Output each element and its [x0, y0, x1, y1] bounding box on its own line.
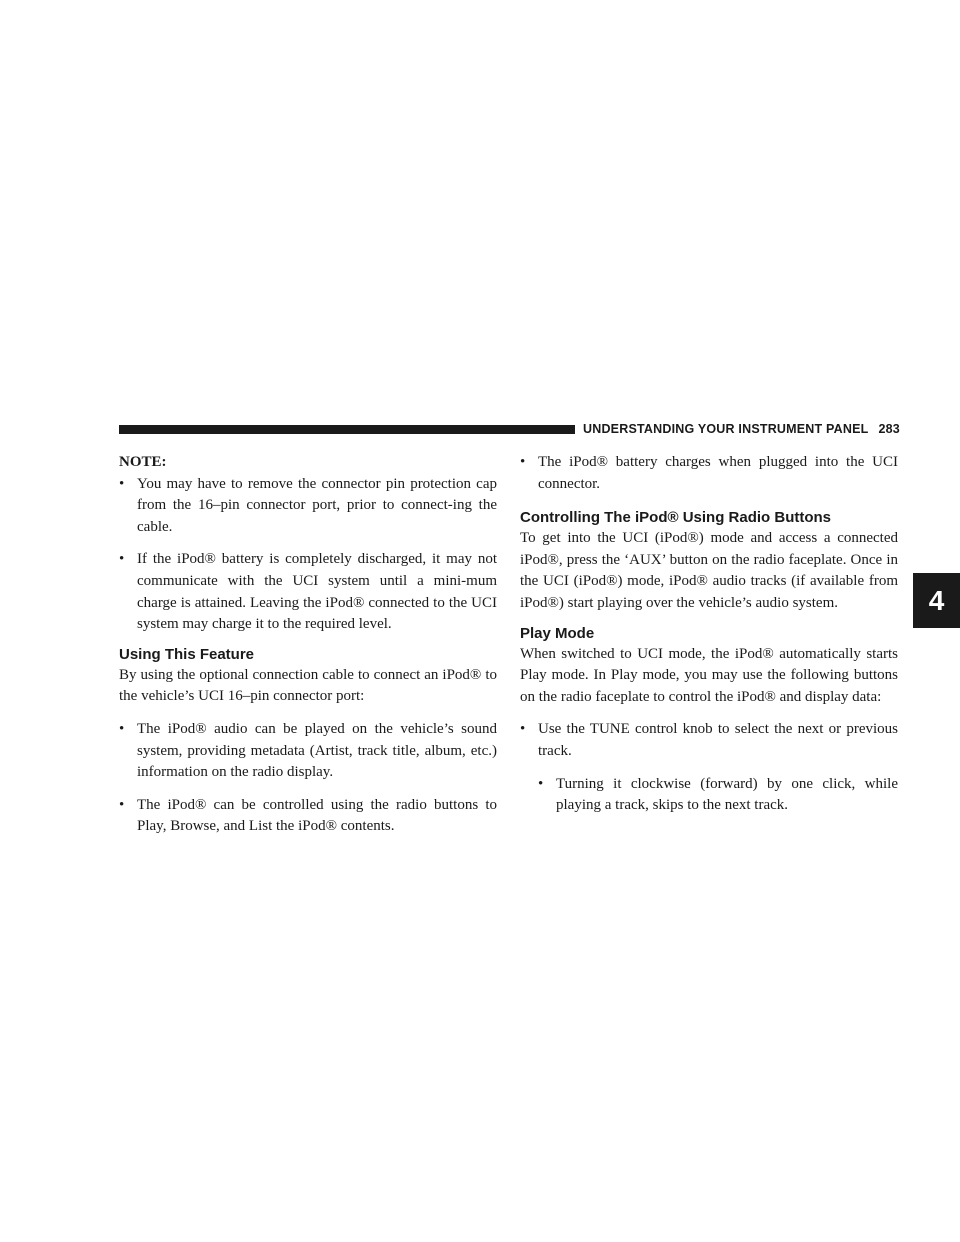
paragraph: When switched to UCI mode, the iPod® automatically starts Play mode. In Play mode, you may use the following buttons on the radio faceplate to control the iPod® and display data:: [520, 645, 898, 705]
bullet-text: Turning it clockwise (forward) by one click, while playing a track, skips to the next track.: [556, 775, 898, 814]
list-item: [119, 795, 497, 838]
bullet-icon: •: [520, 454, 526, 470]
note-label: NOTE:: [119, 454, 167, 470]
list-item: [119, 719, 497, 784]
paragraph: By using the optional connection cable to connect an iPod® to the vehicle’s UCI 16–pin connector port:: [119, 666, 497, 705]
list-item: [520, 774, 898, 817]
section-title: UNDERSTANDING YOUR INSTRUMENT PANEL: [583, 422, 869, 436]
bullet-icon: •: [119, 551, 125, 568]
page-number: 283: [878, 422, 900, 436]
bullet-icon: •: [538, 775, 544, 792]
left-column: [119, 452, 497, 838]
bullet-text: The iPod® battery charges when plugged into the UCI connector.: [538, 454, 898, 492]
list-item: [520, 719, 898, 762]
right-column: [520, 452, 898, 817]
bullet-icon: •: [520, 721, 526, 738]
bullet-text: Use the TUNE control knob to select the next or previous track.: [538, 721, 898, 759]
bullet-text: You may have to remove the connector pin protection cap from the 16–pin connector port, prior to connect-ing the cable.: [137, 475, 497, 535]
bullet-text: The iPod® can be controlled using the radio buttons to Play, Browse, and List the iPod® contents.: [137, 796, 497, 835]
bullet-icon: •: [119, 475, 125, 492]
bullet-icon: •: [119, 796, 125, 813]
section-heading: Using This Feature: [119, 645, 255, 663]
section-heading: Play Mode: [520, 624, 595, 642]
paragraph: To get into the UCI (iPod®) mode and access a connected iPod®, press the ‘AUX’ button on the radio faceplate. Once in the UCI (iPod®) mode, iPod® audio tracks (if available from iPod®) start playing over the vehicle’s audio system.: [520, 530, 898, 611]
running-header: [583, 422, 900, 436]
list-item: [520, 452, 898, 495]
bullet-text: If the iPod® battery is completely discharged, it may not communicate with the UCI system until a mini-mum charge is attained. Leaving the iPod® connected to the UCI system may charge it to the required level.: [137, 551, 497, 633]
list-item: [119, 474, 497, 539]
bullet-text: The iPod® audio can be played on the vehicle’s sound system, providing metadata (Artist, track title, album, etc.) information on the radio display.: [137, 720, 497, 781]
bullet-icon: •: [119, 720, 125, 737]
section-heading: Controlling The iPod® Using Radio Buttons: [520, 509, 832, 527]
header-rule: [119, 425, 575, 434]
list-item: [119, 549, 497, 635]
chapter-tab: 4: [913, 573, 960, 628]
